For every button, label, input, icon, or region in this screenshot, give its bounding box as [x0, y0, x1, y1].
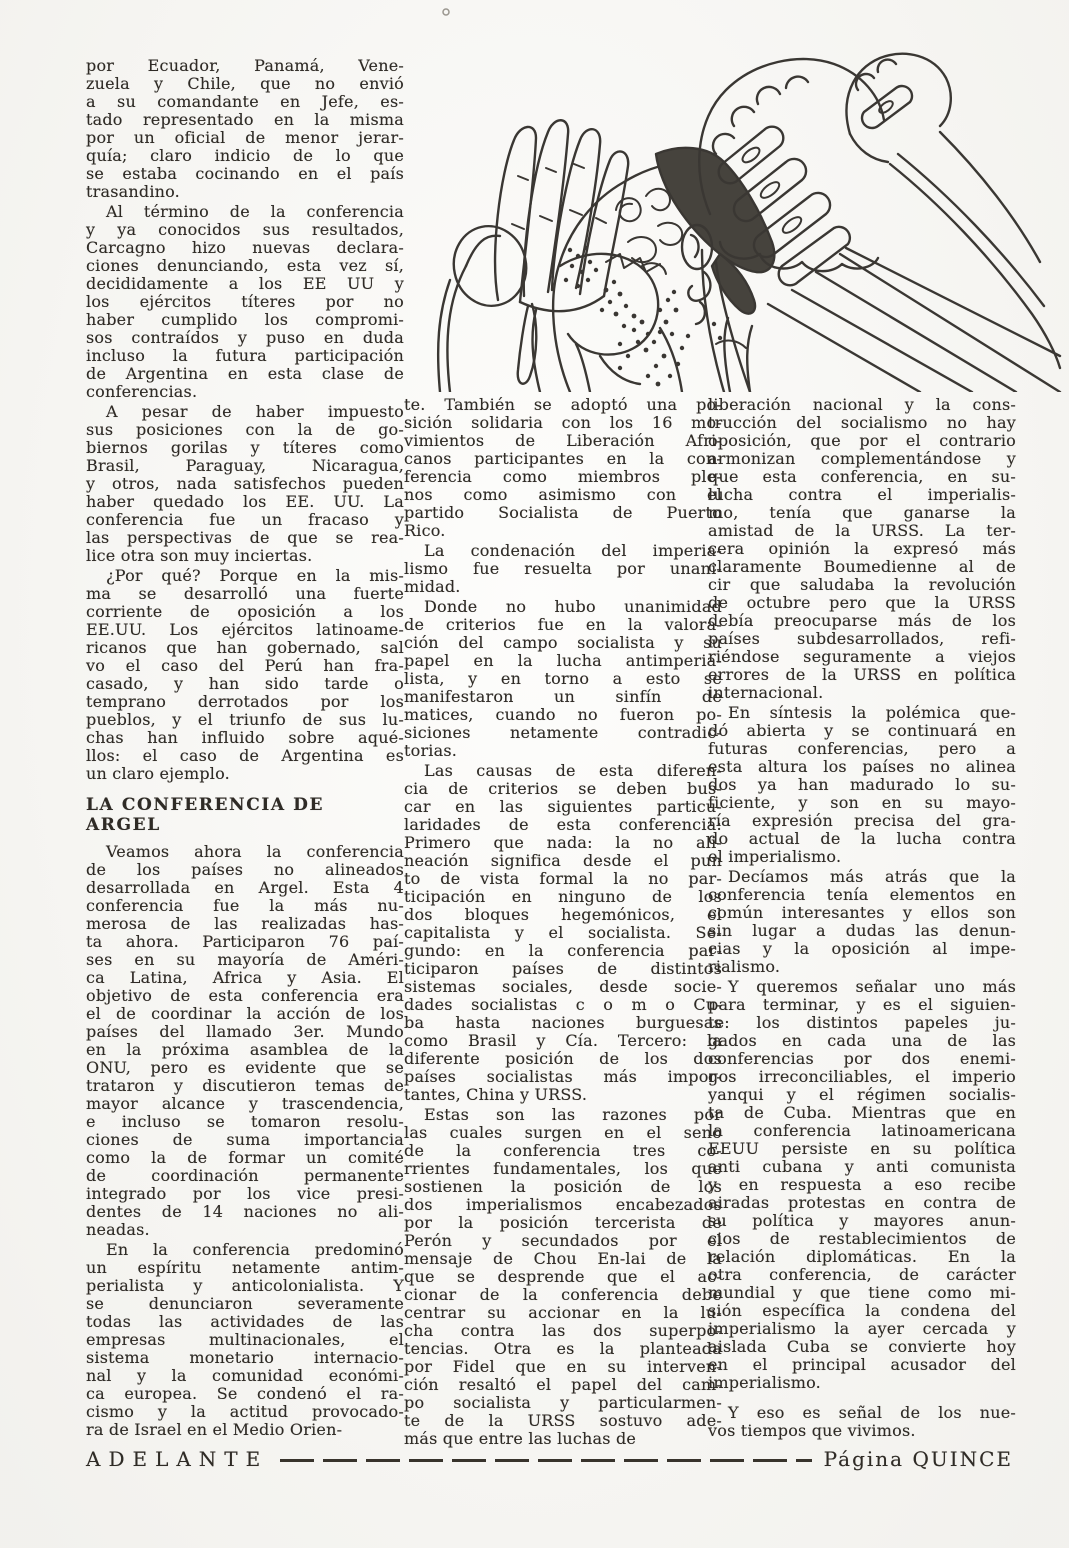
text-line: cios de restablecimientos de	[708, 1229, 1016, 1248]
text-line: vo el caso del Perú han fra-	[86, 656, 404, 675]
text-line: y otros, nada satisfechos pueden	[86, 474, 404, 493]
text-line: dentes de 14 naciones no ali-	[86, 1202, 404, 1221]
text-line: partido Socialista de Puerto	[404, 503, 722, 522]
text-line: un espíritu netamente antim-	[86, 1258, 404, 1277]
paragraph	[86, 1241, 404, 1439]
text-line: conferencia tenía elementos en	[708, 885, 1016, 904]
text-line: riéndose seguramente a viejos	[708, 647, 1016, 666]
text-line: laridades de esta conferencia:	[404, 815, 722, 834]
text-line: pueblos, y el triunfo de sus lu-	[86, 710, 404, 729]
text-line: de octubre pero que la URSS	[708, 593, 1016, 612]
paragraph	[708, 704, 1016, 866]
open-hand	[438, 120, 628, 392]
text-line: oposición, que por el contrario	[708, 431, 1016, 450]
text-line: car en las siguientes particu-	[404, 797, 722, 816]
text-line: EEUU persiste en su política	[708, 1139, 1016, 1158]
text-line: conferencia fue la más nu-	[86, 896, 404, 915]
text-line: mensaje de Chou En-lai de la	[404, 1249, 722, 1268]
text-line: sión específica la condena del	[708, 1301, 1016, 1320]
text-line: cias y la oposición al impe-	[708, 939, 1016, 958]
text-line: sistemas sociales, desde socie-	[404, 977, 722, 996]
text-line: Brasil, Paraguay, Nicaragua,	[86, 456, 404, 475]
text-line: sostienen la posición de los	[404, 1177, 722, 1196]
text-line: para terminar, y es el siguien-	[708, 995, 1016, 1014]
text-line: la conferencia latinoamericana	[708, 1121, 1016, 1140]
text-line: Y queremos señalar uno más	[728, 977, 1016, 996]
text-line: tado representado en la misma	[86, 110, 404, 129]
text-line: los ejércitos títeres por no	[86, 292, 404, 311]
text-line: llos: el caso de Argentina es	[86, 746, 404, 765]
text-line: dó abierta y se continuará en	[708, 721, 1016, 740]
text-line: a su comandante en Jefe, es-	[86, 92, 404, 111]
text-line: sistema monetario internacio-	[86, 1348, 404, 1367]
text-line: ticiparon países de distintos	[404, 959, 722, 978]
text-line: centrar su accionar en la lu-	[404, 1303, 722, 1322]
text-line: de criterios fue en la valora-	[404, 615, 722, 634]
text-line: dos bloques hegemónicos, el	[404, 905, 722, 924]
text-line: errores de la URSS en política	[708, 665, 1016, 684]
text-line: relación diplomáticas. En la	[708, 1247, 1016, 1266]
text-line: que esta conferencia, en su-	[708, 467, 1016, 486]
text-line: el de coordinar la acción de los	[86, 1004, 404, 1023]
text-line: ría expresión precisa del gra-	[708, 811, 1016, 830]
text-line: cionar de la conferencia debe	[404, 1285, 722, 1304]
text-line: objetivo de esta conferencia era	[86, 986, 404, 1005]
text-line: su política y mayores anun-	[708, 1211, 1016, 1230]
text-line: biernos gorilas y títeres como	[86, 438, 404, 457]
text-line: cir que saludaba la revolución	[708, 575, 1016, 594]
text-line: futuras conferencias, pero a	[708, 739, 1016, 758]
footer-masthead: ADELANTE	[86, 1447, 269, 1471]
text-line: imperialismo.	[708, 1373, 821, 1392]
text-line: matices, cuando no fueron po-	[404, 705, 722, 724]
text-line: ricanos que han gobernado, sal	[86, 638, 404, 657]
text-line: en el principal acusador del	[708, 1355, 1016, 1374]
text-line: trucción del socialismo no hay	[708, 413, 1016, 432]
text-line: de los países no alineados	[86, 860, 404, 879]
text-line: dades socialistas c o m o Cu-	[404, 995, 722, 1014]
text-line: claramente Boumedienne al de	[708, 557, 1016, 576]
text-line: ta ahora. Participaron 76 paí-	[86, 932, 404, 951]
text-line: do actual de la lucha contra	[708, 829, 1016, 848]
text-line: Decíamos más atrás que la	[728, 867, 1016, 886]
text-line: e incluso se tomaron resolu-	[86, 1112, 404, 1131]
text-line: Carcagno hizo nuevas declara-	[86, 238, 404, 257]
text-line: A pesar de haber impuesto	[106, 402, 404, 421]
paragraph	[404, 762, 722, 1104]
text-line: esta altura los países no alinea	[708, 757, 1016, 776]
text-line: ca Latina, Africa y Asia. El	[86, 968, 404, 987]
text-line: y en respuesta a eso recibe	[708, 1175, 1016, 1194]
text-line: como Brasil y Cía. Tercero: la	[404, 1031, 722, 1050]
text-line: desarrollada en Argel. Esta 4	[86, 878, 404, 897]
text-line: como la de formar un comité	[86, 1148, 404, 1167]
text-line: cera opinión la expresó más	[708, 539, 1016, 558]
text-line: Y eso es señal de los nue-	[728, 1403, 1016, 1422]
text-line: otra conferencia, de carácter	[708, 1265, 1016, 1284]
bowed-head	[553, 148, 774, 392]
text-line: neación significa desde el pun	[404, 851, 722, 870]
text-line: internacional.	[708, 683, 824, 702]
text-line: En la conferencia predominó	[106, 1240, 404, 1259]
text-line: más que entre las luchas de	[404, 1429, 637, 1448]
text-line: vimientos de Liberación Afri-	[404, 431, 722, 450]
text-line: te: los distintos papeles ju-	[708, 1013, 1016, 1032]
text-line: Estas son las razones por	[424, 1105, 722, 1124]
text-line: vos tiempos que vivimos.	[708, 1421, 916, 1440]
text-line: que se desprende que el ac-	[404, 1267, 722, 1286]
text-line: un claro ejemplo.	[86, 764, 230, 783]
paragraph	[708, 1404, 1016, 1440]
section-heading: LA CONFERENCIA DE ARGEL	[86, 795, 325, 835]
text-line: lismo fue resuelta por unani-	[404, 559, 722, 578]
text-line: lice otra son muy inciertas.	[86, 546, 313, 565]
text-line: de Argentina en esta clase de	[86, 364, 404, 383]
text-line: sus posiciones con la de go-	[86, 420, 404, 439]
text-line: amistad de la URSS. La ter-	[708, 521, 1016, 540]
text-line: se estaba cocinando en el país	[86, 164, 404, 183]
paper-speck	[443, 9, 449, 15]
text-line: Donde no hubo unanimidad	[424, 597, 722, 616]
text-line: sos contraídos y puso en duda	[86, 328, 404, 347]
text-line: se denunciaron severamente	[86, 1294, 404, 1313]
text-line: por la posición tercerista de	[404, 1213, 722, 1232]
text-line: nal y la comunidad económi-	[86, 1366, 404, 1385]
text-line: cha contra las dos superpo-	[404, 1321, 722, 1340]
text-line: merosa de las realizadas has-	[86, 914, 404, 933]
text-line: lista, y en torno a esto se	[404, 669, 722, 688]
paragraph	[708, 396, 1016, 702]
text-line: imperialismo la ayer cercada y	[708, 1319, 1016, 1338]
paragraph	[404, 598, 722, 760]
paragraph	[86, 567, 404, 783]
text-line: conferencias.	[86, 382, 198, 401]
text-line: ses en su mayoría de Améri-	[86, 950, 404, 969]
text-line: decididamente a los EE UU y	[86, 274, 404, 293]
text-line: conferencias por dos enemi-	[708, 1049, 1016, 1068]
text-line: de la conferencia tres co-	[404, 1141, 722, 1160]
text-line: tencias. Otra es la planteada	[404, 1339, 722, 1358]
text-line: nos como asimismo con el	[404, 485, 722, 504]
text-line: gundo: en la conferencia par-	[404, 941, 722, 960]
text-line: zuela y Chile, que no envió	[86, 74, 404, 93]
text-line: po socialista y particularmen-	[404, 1393, 722, 1412]
paragraph	[86, 403, 404, 565]
paragraph	[404, 542, 722, 596]
text-line: torias.	[404, 741, 458, 760]
article-column-1	[86, 57, 404, 1439]
text-line: mo, tenía que ganarse la	[708, 503, 1016, 522]
text-line: empresas multinacionales, el	[86, 1330, 404, 1349]
text-line: Al término de la conferencia	[106, 202, 404, 221]
text-line: chas han influido sobre aqué-	[86, 728, 404, 747]
text-line: rrientes fundamentales, los que	[404, 1159, 722, 1178]
text-line: casado, y han sido tarde o	[86, 674, 404, 693]
paragraph	[404, 1106, 722, 1448]
text-line: ba hasta naciones burguesas	[404, 1013, 722, 1032]
text-line: mayor alcance y trascendencia,	[86, 1094, 404, 1113]
text-line: perialista y anticolonialista. Y	[86, 1276, 404, 1295]
text-line: ¿Por qué? Porque en la mis-	[106, 566, 404, 585]
text-line: integrado por los vice presi-	[86, 1184, 404, 1203]
text-line: las cuales surgen en el seno	[404, 1123, 722, 1142]
text-line: En síntesis la polémica que-	[728, 703, 1016, 722]
text-line: incluso la futura participación	[86, 346, 404, 365]
text-line: sición solidaria con los 16 mo-	[404, 413, 722, 432]
text-line: Primero que nada: la no ali-	[404, 833, 722, 852]
text-line: ra de Israel en el Medio Orien-	[86, 1420, 343, 1439]
text-line: ta de Cuba. Mientras que en	[708, 1103, 1016, 1122]
text-line: Rico.	[404, 521, 446, 540]
text-line: dos imperialismos encabezados	[404, 1195, 722, 1214]
text-line: ferencia como miembros ple-	[404, 467, 722, 486]
text-line: ciones de suma importancia	[86, 1130, 404, 1149]
text-line: rialismo.	[708, 957, 781, 976]
text-line: lucha contra el imperialis-	[708, 485, 1016, 504]
text-line: quía; claro indicio de lo que	[86, 146, 404, 165]
text-line: y ya conocidos sus resultados,	[86, 220, 404, 239]
text-line: corriente de oposición a los	[86, 602, 404, 621]
text-line: común interesantes y ellos son	[708, 903, 1016, 922]
text-line: te de la URSS sostuvo ade-	[404, 1411, 722, 1430]
text-line: todas las actividades de las	[86, 1312, 404, 1331]
text-line: Veamos ahora la conferencia	[106, 842, 404, 861]
text-line: EE.UU. Los ejércitos latinoame-	[86, 620, 404, 639]
text-line: ma se desarrolló una fuerte	[86, 584, 404, 603]
text-line: haber quedado los EE. UU. La	[86, 492, 404, 511]
text-line: cismo y la actitud provocado-	[86, 1402, 404, 1421]
text-line: aislada Cuba se convierte hoy	[708, 1337, 1016, 1356]
text-line: mundial y que tiene como mi-	[708, 1283, 1016, 1302]
text-line: midad.	[404, 577, 461, 596]
text-line: ción del campo socialista y su	[404, 633, 722, 652]
text-line: te. También se adoptó una po-	[404, 395, 722, 414]
text-line: países del llamado 3er. Mundo	[86, 1022, 404, 1041]
text-line: Las causas de esta diferen-	[424, 761, 722, 780]
text-line: La condenación del imperia-	[424, 541, 722, 560]
text-line: haber cumplido los compromi-	[86, 310, 404, 329]
text-line: Perón y secundados por el	[404, 1231, 722, 1250]
text-line: trataron y discutieron temas de	[86, 1076, 404, 1095]
text-line: gados en cada una de las	[708, 1031, 1016, 1050]
text-line: por Ecuador, Panamá, Vene-	[86, 56, 404, 75]
cartoon-illustration	[420, 4, 1065, 392]
text-line: ficiente, y son en su mayo-	[708, 793, 1016, 812]
text-line: por un oficial de menor jerar-	[86, 128, 404, 147]
text-line: ción resaltó el papel del cam-	[404, 1375, 722, 1394]
text-line: ticipación en ninguno de los	[404, 887, 722, 906]
text-line: cia de criterios se deben bus-	[404, 779, 722, 798]
text-line: ca europea. Se condenó el ra-	[86, 1384, 404, 1403]
footer-rule	[280, 1459, 811, 1462]
text-line: canos participantes en la con-	[404, 449, 722, 468]
text-line: capitalista y el socialista. Se-	[404, 923, 722, 942]
text-line: por Fidel que en su interven-	[404, 1357, 722, 1376]
text-line: dos ya han madurado lo su-	[708, 775, 1016, 794]
paragraph	[708, 978, 1016, 1392]
text-line: sin lugar a dudas las denun-	[708, 921, 1016, 940]
text-line: en la próxima asamblea de la	[86, 1040, 404, 1059]
text-line: yanqui y el régimen socialis-	[708, 1085, 1016, 1104]
text-line: manifestaron un sinfín de	[404, 687, 722, 706]
text-line: debía preocuparse más de los	[708, 611, 1016, 630]
text-line: liberación nacional y la cons-	[708, 395, 1016, 414]
footer-page-number: Página QUINCE	[823, 1447, 1013, 1471]
text-line: conferencia fue un fracaso y	[86, 510, 404, 529]
text-line: papel en la lucha antimperia-	[404, 651, 722, 670]
paragraph	[708, 868, 1016, 976]
text-line: armonizan complementándose y	[708, 449, 1016, 468]
text-line: el imperialismo.	[708, 847, 842, 866]
paragraph	[86, 57, 404, 201]
article-column-2	[404, 396, 722, 1448]
text-line: siciones netamente contradic-	[404, 723, 722, 742]
paragraph	[86, 843, 404, 1239]
text-line: diferente posición de los dos	[404, 1049, 722, 1068]
text-line: neadas.	[86, 1220, 150, 1239]
paragraph	[404, 396, 722, 540]
text-line: anti cubana y anti comunista	[708, 1157, 1016, 1176]
text-line: tantes, China y URSS.	[404, 1085, 588, 1104]
text-line: gos irreconciliables, el imperio	[708, 1067, 1016, 1086]
text-line: airadas protestas en contra de	[708, 1193, 1016, 1212]
text-line: países socialistas más impor-	[404, 1067, 722, 1086]
paragraph	[86, 203, 404, 401]
text-line: trasandino.	[86, 182, 180, 201]
text-line: temprano derrotados por los	[86, 692, 404, 711]
text-line: ONU, pero es evidente que se	[86, 1058, 404, 1077]
text-line: to de vista formal la no par-	[404, 869, 722, 888]
text-line: países subdesarrollados, refi-	[708, 629, 1016, 648]
text-line: ciones denunciando, esta vez sí,	[86, 256, 404, 275]
page-footer	[86, 1447, 1013, 1471]
text-line: las perspectivas de que se rea-	[86, 528, 404, 547]
text-line: de coordinación permanente	[86, 1166, 404, 1185]
article-column-3	[708, 396, 1016, 1440]
